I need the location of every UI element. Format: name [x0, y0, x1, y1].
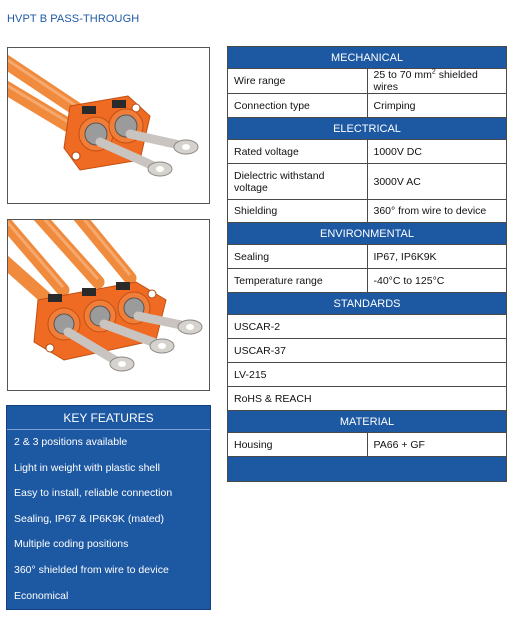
spec-label: Connection type — [228, 94, 368, 118]
key-features-list — [7, 430, 210, 609]
photo-2-position-connector — [7, 47, 210, 204]
photo-3-position-connector — [7, 219, 210, 391]
feature-item: 2 & 3 positions available — [14, 436, 128, 448]
standard-item: USCAR-37 — [228, 339, 507, 363]
key-features-panel — [6, 405, 211, 610]
spec-row-temperature — [228, 269, 507, 293]
spec-row-connection-type — [228, 94, 507, 118]
spec-value: 3000V AC — [367, 164, 507, 200]
feature-item: Sealing, IP67 & IP6K9K (mated) — [14, 512, 164, 525]
standard-item: USCAR-2 — [228, 315, 507, 339]
spec-value: PA66 + GF — [367, 433, 507, 457]
spec-value: 1000V DC — [367, 140, 507, 164]
spec-label: Sealing — [228, 245, 368, 269]
spec-value: 360° from wire to device — [367, 200, 507, 223]
spec-row-sealing — [228, 245, 507, 269]
spec-value: -40°C to 125°C — [367, 269, 507, 293]
spec-value: IP67, IP6K9K — [367, 245, 507, 269]
spec-label: Dielectric withstand voltage — [228, 164, 368, 200]
section-heading-electrical: ELECTRICAL — [228, 118, 507, 140]
spec-row-rated-voltage — [228, 140, 507, 164]
feature-item: Multiple coding positions — [14, 538, 129, 551]
page-title: HVPT B PASS-THROUGH — [7, 13, 140, 25]
spec-label: Wire range — [228, 69, 368, 94]
spec-row-wire-range — [228, 69, 507, 94]
feature-item: 360° shielded from wire to device — [14, 563, 169, 576]
feature-item: Easy to install, reliable connection — [14, 487, 173, 500]
connector-2-illustration — [8, 48, 209, 203]
section-heading-standards: STANDARDS — [228, 293, 507, 315]
spec-label: Rated voltage — [228, 140, 368, 164]
section-heading-mechanical: MECHANICAL — [228, 47, 507, 69]
section-heading-environmental: ENVIRONMENTAL — [228, 223, 507, 245]
spec-label: Shielding — [228, 200, 368, 223]
feature-item: Light in weight with plastic shell — [14, 461, 160, 474]
spec-value: Crimping — [367, 94, 507, 118]
spec-row-housing — [228, 433, 507, 457]
specification-table — [227, 46, 507, 482]
spec-label: Housing — [228, 433, 368, 457]
section-heading-material: MATERIAL — [228, 411, 507, 433]
standard-item: LV-215 — [228, 363, 507, 387]
feature-item: Economical — [14, 589, 69, 602]
spec-row-shielding — [228, 200, 507, 223]
spec-value: 25 to 70 $mm^2$ shielded wires — [367, 69, 507, 94]
key-features-heading: KEY FEATURES — [7, 406, 210, 430]
spec-label: Temperature range — [228, 269, 368, 293]
spec-row-dielectric — [228, 164, 507, 200]
connector-3-illustration — [8, 220, 209, 390]
standard-item: RoHS & REACH — [228, 387, 507, 411]
table-footer-bar — [228, 457, 507, 482]
